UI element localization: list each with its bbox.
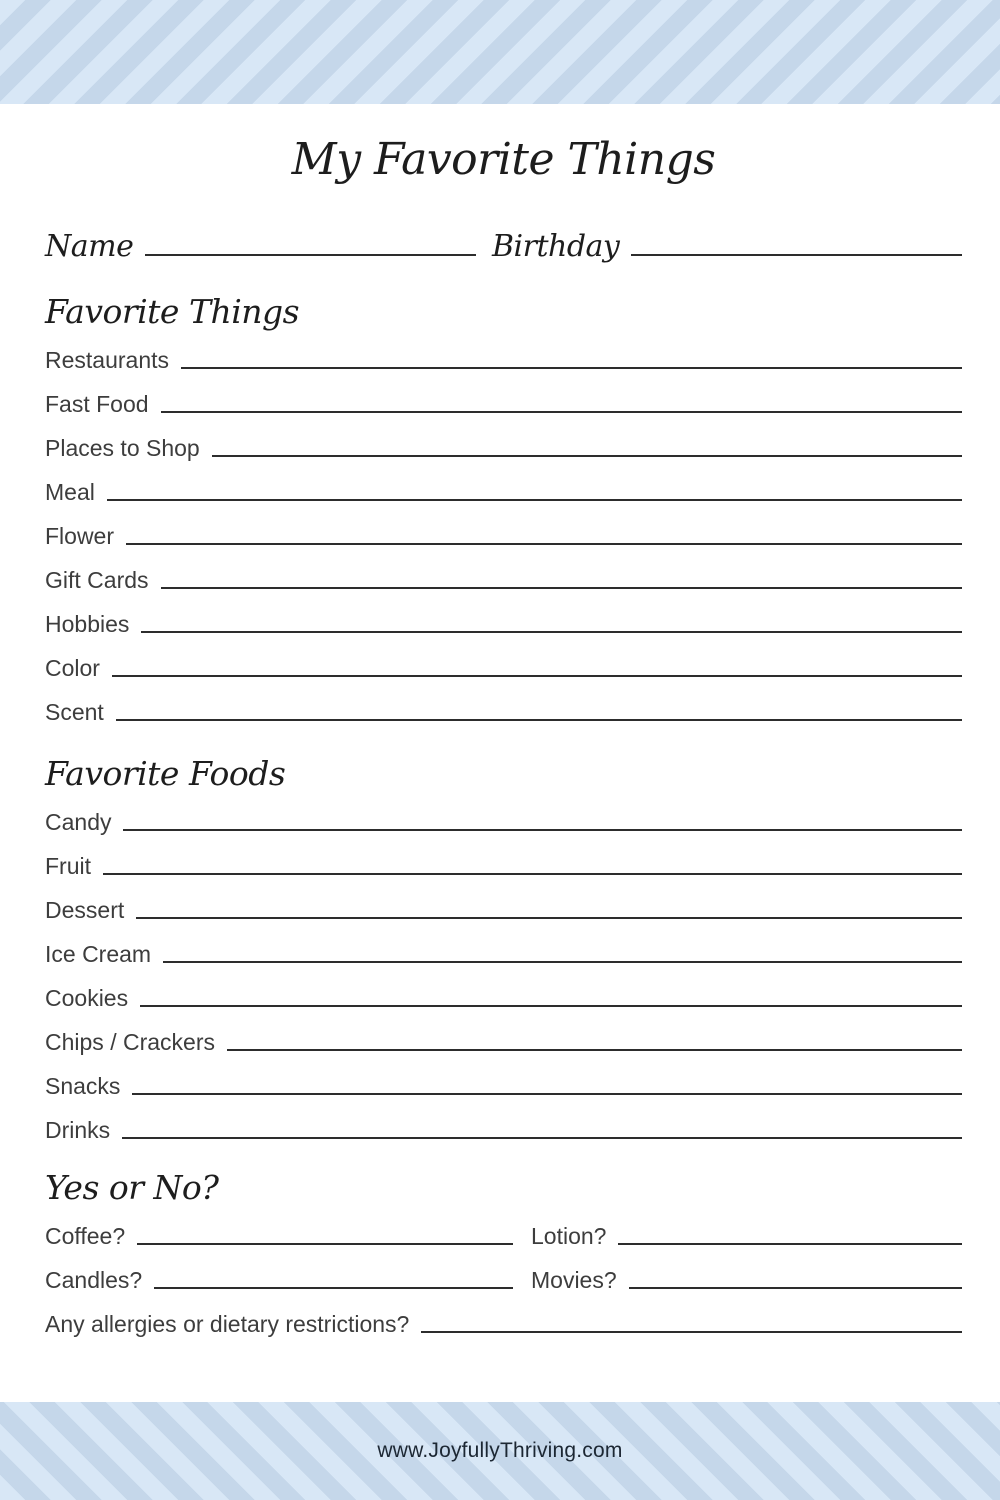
form-row	[45, 966, 962, 1010]
form-row	[45, 636, 962, 680]
coffee-label: Coffee?	[45, 1223, 126, 1249]
lotion-input-line[interactable]	[618, 1243, 962, 1245]
birthday-label: Birthday	[491, 229, 620, 264]
form-row	[45, 922, 962, 966]
fast-food-label: Fast Food	[45, 391, 149, 417]
snacks-input-line[interactable]	[132, 1093, 962, 1095]
color-input-line[interactable]	[112, 675, 962, 677]
restaurants-label: Restaurants	[45, 347, 170, 373]
candy-input-line[interactable]	[123, 829, 962, 831]
hobbies-label: Hobbies	[45, 611, 130, 637]
scent-input-line[interactable]	[116, 719, 962, 721]
snacks-label: Snacks	[45, 1073, 121, 1099]
fast-food-input-line[interactable]	[161, 411, 962, 413]
movies-field	[531, 1248, 962, 1292]
candles-field	[45, 1248, 531, 1292]
page-title: My Favorite Things	[291, 134, 716, 185]
dessert-input-line[interactable]	[136, 917, 962, 919]
form-row	[45, 680, 962, 724]
section-heading-favorite-foods: Favorite Foods	[45, 754, 286, 793]
form-row	[45, 372, 962, 416]
name-label: Name	[45, 229, 134, 264]
candy-label: Candy	[45, 809, 112, 835]
scent-label: Scent	[45, 699, 104, 725]
form-row	[45, 328, 962, 372]
movies-label: Movies?	[531, 1267, 617, 1293]
form-row	[45, 1098, 962, 1142]
form-row	[45, 592, 962, 636]
form-row	[45, 834, 962, 878]
top-stripe-banner	[0, 0, 1000, 104]
form-row	[45, 416, 962, 460]
name-birthday-row	[45, 216, 962, 262]
form-row	[45, 878, 962, 922]
candles-label: Candles?	[45, 1267, 143, 1293]
drinks-label: Drinks	[45, 1117, 111, 1143]
form-row-pair	[45, 1204, 962, 1248]
fruit-label: Fruit	[45, 853, 91, 879]
chips-crackers-input-line[interactable]	[227, 1049, 962, 1051]
gift-cards-input-line[interactable]	[161, 587, 962, 589]
coffee-input-line[interactable]	[137, 1243, 513, 1245]
ice-cream-input-line[interactable]	[163, 961, 962, 963]
flower-input-line[interactable]	[126, 543, 962, 545]
ice-cream-label: Ice Cream	[45, 941, 152, 967]
allergies-label: Any allergies or dietary restrictions?	[45, 1311, 410, 1337]
candles-input-line[interactable]	[154, 1287, 513, 1289]
lotion-field	[531, 1204, 962, 1248]
coffee-field	[45, 1204, 531, 1248]
section-heading-favorite-things: Favorite Things	[45, 292, 300, 331]
meal-input-line[interactable]	[107, 499, 962, 501]
hobbies-input-line[interactable]	[141, 631, 962, 633]
flower-label: Flower	[45, 523, 115, 549]
cookies-input-line[interactable]	[140, 1005, 962, 1007]
section-heading-yes-or-no: Yes or No?	[45, 1168, 219, 1207]
allergies-input-line[interactable]	[421, 1331, 962, 1333]
movies-input-line[interactable]	[629, 1287, 962, 1289]
places-to-shop-label: Places to Shop	[45, 435, 200, 461]
drinks-input-line[interactable]	[122, 1137, 962, 1139]
form-row	[45, 1054, 962, 1098]
form-row	[45, 504, 962, 548]
meal-label: Meal	[45, 479, 95, 505]
form-page	[0, 104, 1000, 1336]
form-row	[45, 790, 962, 834]
form-row	[45, 1292, 962, 1336]
chips-crackers-label: Chips / Crackers	[45, 1029, 215, 1055]
cookies-label: Cookies	[45, 985, 129, 1011]
lotion-label: Lotion?	[531, 1223, 607, 1249]
places-to-shop-input-line[interactable]	[212, 455, 962, 457]
color-label: Color	[45, 655, 100, 681]
gift-cards-label: Gift Cards	[45, 567, 149, 593]
footer-url: www.JoyfullyThriving.com	[377, 1439, 623, 1462]
dessert-label: Dessert	[45, 897, 125, 923]
form-row	[45, 548, 962, 592]
bottom-stripe-banner	[0, 1402, 1000, 1500]
form-row-pair	[45, 1248, 962, 1292]
name-input-line[interactable]	[145, 254, 476, 256]
birthday-input-line[interactable]	[631, 254, 962, 256]
fruit-input-line[interactable]	[103, 873, 962, 875]
restaurants-input-line[interactable]	[181, 367, 962, 369]
form-row	[45, 1010, 962, 1054]
form-row	[45, 460, 962, 504]
